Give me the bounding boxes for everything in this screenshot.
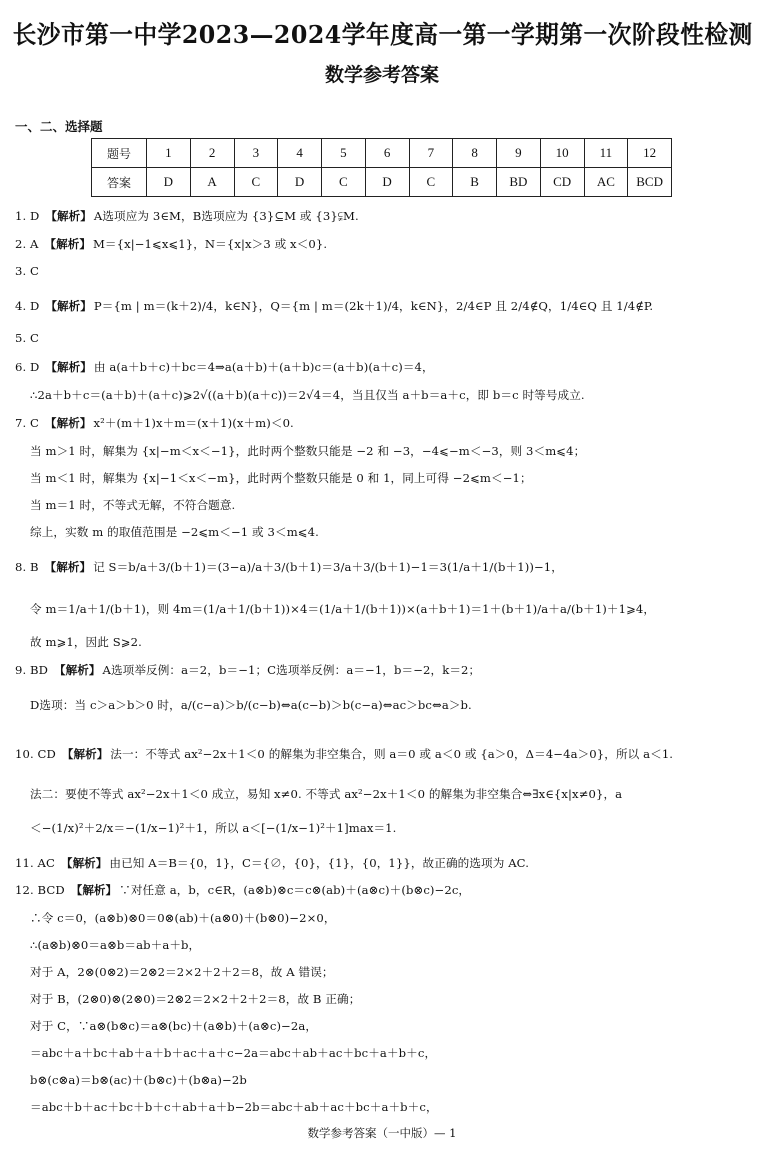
analysis-tag: 【解析】 [61,747,109,761]
table-header-cell: 答案 [92,168,147,197]
answer-line: 对于 A，2⊗(0⊗2)＝2⊗2＝2×2＋2＋2＝8，故 A 错误； [30,965,334,979]
answer-text: A选项应为 3∈M，B选项应为 {3}⊆M 或 {3}⫋M. [93,209,359,223]
table-cell: 2 [190,139,234,168]
answer-line-q3 [15,264,45,278]
answer-line: ＝abc＋a＋bc＋ab＋a＋b＋ac＋a＋c−2a＝abc＋ab＋ac＋bc＋a＋b＋c， [30,1046,437,1060]
table-cell: B [453,168,497,197]
answer-line: ∴令 c＝0，(a⊗b)⊗0＝0⊗(ab)＋(a⊗0)＋(b⊗0)−2×0， [30,911,336,925]
table-cell: 6 [365,139,409,168]
table-cell: A [190,168,234,197]
answer-line-q4 [15,298,653,314]
table-cell: D [147,168,191,197]
question-number: 6. D [15,360,40,374]
question-number: 1. D [15,209,40,223]
question-number: 7. C [15,416,40,430]
answer-text: 法一：不等式 ax²−2x＋1＜0 的解集为非空集合，则 a＝0 或 a＜0 或 {a＞0，Δ＝4−4a＞0}，所以 a＜1. [110,747,674,761]
answer-line: 对于 B，(2⊗0)⊗(2⊗0)＝2⊗2＝2×2＋2＋2＝8，故 B 正确； [30,992,361,1006]
answer-text: M＝{x|−1⩽x⩽1}，N＝{x|x＞3 或 x＜0}. [92,237,328,251]
answer-line-q7 [15,415,294,431]
answer-text: x²＋(m＋1)x＋m＝(x＋1)(x＋m)＜0. [93,416,294,430]
table-row-numbers [92,139,672,168]
answer-text: ∵对任意 a，b，c∈R，(a⊗b)⊗c＝c⊗(ab)＋(a⊗c)＋(b⊗c)−2c， [119,883,471,897]
table-cell: AC [584,168,628,197]
table-row-answers [92,168,672,197]
answer-line-q5 [15,331,45,345]
answer-line-q11 [15,855,529,871]
question-number: 5. C [15,331,40,345]
table-cell: C [234,168,278,197]
table-cell: D [365,168,409,197]
table-cell: BCD [628,168,672,197]
table-cell: 12 [628,139,672,168]
question-number: 9. BD [15,663,49,677]
analysis-tag: 【解析】 [70,883,118,897]
question-number: 8. B [15,560,39,574]
table-cell: 11 [584,139,628,168]
answer-line-q12 [15,882,470,898]
answer-line: 令 m＝1/a＋1/(b＋1)，则 4m＝(1/a＋1/(b＋1))×4＝(1/a＋1/(b＋1))×(a＋b＋1)＝1＋(b＋1)/a＋a/(b＋1)＋1⩾4， [30,602,656,616]
question-number: 12. BCD [15,883,65,897]
table-cell: 8 [453,139,497,168]
answer-line: 当 m＝1 时，不等式无解，不符合题意. [30,498,236,512]
table-cell: 7 [409,139,453,168]
answer-line: ∴2a＋b＋c＝(a＋b)＋(a＋c)⩾2√((a＋b)(a＋c))＝2√4＝4，当且仅当 a＋b＝a＋c，即 b＝c 时等号成立. [30,388,585,402]
answer-line: b⊗(c⊗a)＝b⊗(ac)＋(b⊗c)＋(b⊗a)−2b [30,1073,247,1087]
analysis-tag: 【解析】 [44,560,92,574]
answer-table [91,138,672,197]
answer-line-q9 [15,662,480,678]
page-footer: 数学参考答案（一中版）— 1 [307,1126,457,1140]
answer-line: ＜−(1/x)²＋2/x＝−(1/x−1)²＋1，所以 a＜[−(1/x−1)²＋1]max＝1. [30,821,397,835]
answer-text: 由已知 A＝B＝{0，1}，C＝{∅，{0}，{1}，{0，1}}，故正确的选项为 AC. [109,856,530,870]
answer-line: 对于 C，∵a⊗(b⊗c)＝a⊗(bc)＋(a⊗b)＋(a⊗c)−2a， [30,1019,318,1033]
table-cell: 4 [278,139,322,168]
answer-line: 当 m＞1 时，解集为 {x|−m＜x＜−1}，此时两个整数只能是 −2 和 −3，−4⩽−m＜−3，则 3＜m⩽4； [30,444,586,458]
table-cell: CD [540,168,584,197]
table-cell: 5 [322,139,366,168]
page-subtitle: 数学参考答案 [324,64,439,86]
question-number: 2. A [15,237,39,251]
answer-line-q2 [15,236,327,252]
analysis-tag: 【解析】 [44,237,91,251]
analysis-tag: 【解析】 [45,209,92,223]
question-number: 4. D [15,299,40,313]
page-title: 长沙市第一中学2023—2024学年度高一第一学期第一次阶段性检测 [12,20,753,49]
answer-text: 记 S＝b/a＋3/(b＋1)＝(3−a)/a＋3/(b＋1)＝3/a＋3/(b＋1)−1＝3(1/a＋1/(b＋1))−1， [93,560,563,574]
table-cell: 3 [234,139,278,168]
table-cell: 1 [147,139,191,168]
table-cell: 10 [540,139,584,168]
table-cell: BD [497,168,541,197]
section-heading: 一、二、选择题 [15,119,103,134]
table-cell: C [409,168,453,197]
table-cell: C [322,168,366,197]
analysis-tag: 【解析】 [45,360,92,374]
question-number: 11. AC [15,856,55,870]
answer-line: 法二：要使不等式 ax²−2x＋1＜0 成立，易知 x≠0. 不等式 ax²−2x＋1＜0 的解集为非空集合⇔∃x∈{x|x≠0}，a [30,787,623,801]
question-number: 3. C [15,264,40,278]
analysis-tag: 【解析】 [45,416,92,430]
question-number: 10. CD [15,747,56,761]
answer-line: D选项：当 c＞a＞b＞0 时，a/(c−a)＞b/(c−b)⇔a(c−b)＞b(c−a)⇔ac＞bc⇔a＞b. [30,698,472,712]
answer-text: A选项举反例：a＝2，b＝−1；C选项举反例：a＝−1，b＝−2，k＝2； [102,663,481,677]
table-header-cell: 题号 [92,139,147,168]
answer-line: 故 m⩾1，因此 S⩾2. [30,635,142,649]
answer-line: 综上，实数 m 的取值范围是 −2⩽m＜−1 或 3＜m⩽4. [30,525,319,539]
answer-line: 当 m＜1 时，解集为 {x|−1＜x＜−m}，此时两个整数只能是 0 和 1，同上可得 −2⩽m＜−1； [30,471,532,485]
answer-line: ∴(a⊗b)⊗0＝a⊗b＝ab＋a＋b， [30,938,201,952]
answer-line-q10 [15,746,673,762]
answer-line-q1 [15,208,359,224]
answer-text: P＝{m | m＝(k＋2)/4，k∈N}，Q＝{m | m＝(2k＋1)/4，k∈N}，2/4∈P 且 2/4∉Q，1/4∈Q 且 1/4∉P. [93,299,654,313]
analysis-tag: 【解析】 [45,299,92,313]
table-cell: D [278,168,322,197]
answer-line: ＝abc＋b＋ac＋bc＋b＋c＋ab＋a＋b−2b＝abc＋ab＋ac＋bc＋a＋b＋c， [30,1100,438,1114]
answer-line-q6 [15,359,434,375]
answer-text: 由 a(a＋b＋c)＋bc＝4⇒a(a＋b)＋(a＋b)c＝(a＋b)(a＋c)＝4， [93,360,434,374]
answer-line-q8 [15,559,563,575]
analysis-tag: 【解析】 [60,856,108,870]
analysis-tag: 【解析】 [54,663,101,677]
table-cell: 9 [497,139,541,168]
